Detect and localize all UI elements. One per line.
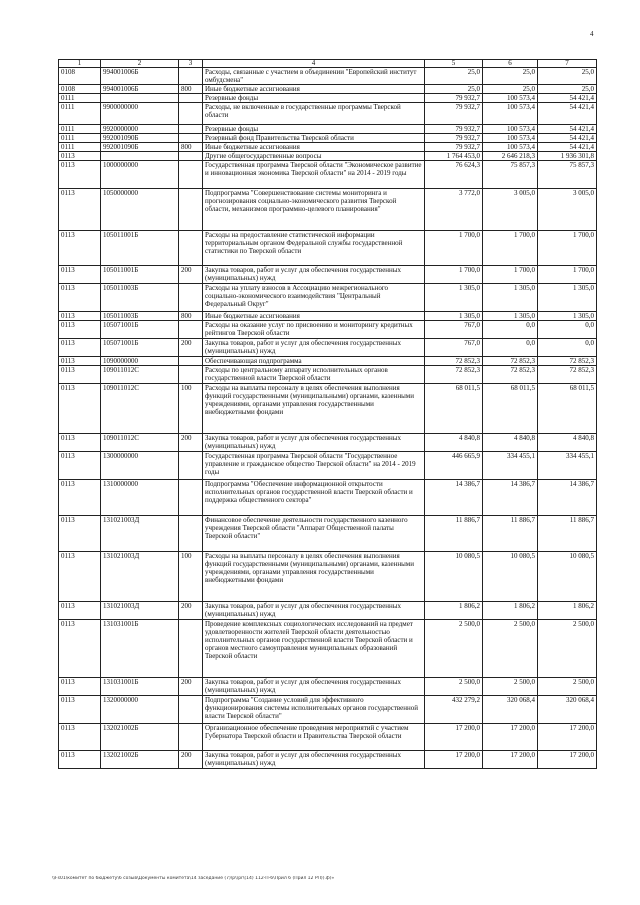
amount-col5: 2 500,0 — [425, 678, 483, 696]
section-code: 0113 — [59, 480, 101, 516]
amount-col7: 72 852,3 — [538, 357, 597, 366]
amount-col7: 10 080,5 — [538, 552, 597, 602]
section-code: 0113 — [59, 339, 101, 357]
table-row — [59, 516, 597, 552]
amount-col6: 1 700,0 — [483, 266, 538, 284]
section-code: 0113 — [59, 231, 101, 266]
target-article-code: 1050000000 — [101, 189, 179, 231]
amount-col5: 1 764 453,0 — [425, 152, 483, 161]
amount-col5: 25,0 — [425, 85, 483, 94]
target-article-code: 9920000000 — [101, 125, 179, 134]
amount-col7: 54 421,4 — [538, 94, 597, 103]
row-description: Расходы на уплату взносов в Ассоциацию межрегионального социально-экономического взаимодействия "Центральный Федеральный Округ" — [203, 284, 425, 312]
amount-col5: 68 011,5 — [425, 384, 483, 434]
amount-col6: 72 852,3 — [483, 357, 538, 366]
expense-type-code — [179, 103, 203, 125]
column-numbers-row — [59, 60, 597, 68]
row-description: Иные бюджетные ассигнования — [203, 85, 425, 94]
row-description: Подпрограмма "Создание условий для эффективного функционирования системы исполнительных органов государственной власти Тверской области" — [203, 696, 425, 724]
row-description: Закупка товаров, работ и услуг для обеспечения государственных (муниципальных) нужд — [203, 434, 425, 452]
row-description: Резервные фонды — [203, 94, 425, 103]
amount-col6: 2 500,0 — [483, 620, 538, 678]
amount-col5: 767,0 — [425, 339, 483, 357]
amount-col7: 25,0 — [538, 68, 597, 85]
table-row — [59, 85, 597, 94]
target-article-code: 994001006Б — [101, 85, 179, 94]
section-code: 0111 — [59, 94, 101, 103]
column-number: 6 — [483, 60, 538, 68]
target-article-code: 105071001Б — [101, 339, 179, 357]
section-code: 0111 — [59, 143, 101, 152]
amount-col7: 320 068,4 — [538, 696, 597, 724]
table-row — [59, 284, 597, 312]
amount-col7: 14 386,7 — [538, 480, 597, 516]
table-row — [59, 103, 597, 125]
table-row — [59, 143, 597, 152]
section-code: 0108 — [59, 85, 101, 94]
expense-type-code: 200 — [179, 434, 203, 452]
amount-col7: 68 011,5 — [538, 384, 597, 434]
row-description: Расходы на выплаты персоналу в целях обеспечения выполнения функций государственными (муниципальными) органами, казенными учреждениями, органами управления государственными внебюджетными фондами — [203, 552, 425, 602]
expense-type-code: 200 — [179, 678, 203, 696]
amount-col7: 334 455,1 — [538, 452, 597, 480]
amount-col7: 72 852,3 — [538, 366, 597, 384]
amount-col6: 75 857,3 — [483, 161, 538, 189]
amount-col5: 17 200,0 — [425, 751, 483, 769]
target-article-code: 105071001Б — [101, 321, 179, 339]
amount-col5: 79 932,7 — [425, 134, 483, 143]
table-row — [59, 724, 597, 751]
expense-type-code — [179, 161, 203, 189]
target-article-code: 9900000000 — [101, 103, 179, 125]
amount-col6: 320 068,4 — [483, 696, 538, 724]
section-code: 0111 — [59, 134, 101, 143]
amount-col7: 54 421,4 — [538, 143, 597, 152]
table-row — [59, 266, 597, 284]
amount-col6: 3 005,0 — [483, 189, 538, 231]
row-description: Закупка товаров, работ и услуг для обеспечения государственных (муниципальных) нужд — [203, 339, 425, 357]
amount-col7: 0,0 — [538, 321, 597, 339]
amount-col7: 17 200,0 — [538, 751, 597, 769]
expense-type-code: 200 — [179, 266, 203, 284]
row-description: Закупка товаров, работ и услуг для обеспечения государственных (муниципальных) нужд — [203, 751, 425, 769]
target-article-code: 109011012С — [101, 384, 179, 434]
amount-col6: 11 886,7 — [483, 516, 538, 552]
expense-type-code — [179, 724, 203, 751]
amount-col5: 1 700,0 — [425, 231, 483, 266]
row-description: Обеспечивающая подпрограмма — [203, 357, 425, 366]
amount-col5: 2 500,0 — [425, 620, 483, 678]
section-code: 0111 — [59, 125, 101, 134]
expense-type-code: 800 — [179, 312, 203, 321]
table-row — [59, 452, 597, 480]
row-description: Расходы, не включенные в государственные программы Тверской области — [203, 103, 425, 125]
section-code: 0113 — [59, 284, 101, 312]
section-code: 0113 — [59, 266, 101, 284]
row-description: Государственная программа Тверской области "Государственное управление и гражданское общество Тверской области" на 2014 - 2019 годы — [203, 452, 425, 480]
amount-col5: 1 305,0 — [425, 284, 483, 312]
amount-col6: 334 455,1 — [483, 452, 538, 480]
amount-col6: 1 806,2 — [483, 602, 538, 620]
amount-col5: 1 806,2 — [425, 602, 483, 620]
amount-col5: 79 932,7 — [425, 103, 483, 125]
row-description: Иные бюджетные ассигнования — [203, 312, 425, 321]
amount-col6: 25,0 — [483, 85, 538, 94]
target-article-code: 131021003Д — [101, 602, 179, 620]
amount-col6: 14 386,7 — [483, 480, 538, 516]
row-description: Закупка товаров, работ и услуг для обеспечения государственных (муниципальных) нужд — [203, 678, 425, 696]
amount-col7: 11 886,7 — [538, 516, 597, 552]
section-code: 0113 — [59, 189, 101, 231]
target-article-code: 1300000000 — [101, 452, 179, 480]
amount-col7: 1 700,0 — [538, 266, 597, 284]
amount-col5: 14 386,7 — [425, 480, 483, 516]
amount-col7: 2 500,0 — [538, 620, 597, 678]
amount-col6: 72 852,3 — [483, 366, 538, 384]
amount-col5: 446 665,9 — [425, 452, 483, 480]
amount-col6: 100 573,4 — [483, 103, 538, 125]
row-description: Резервные фонды — [203, 125, 425, 134]
row-description: Подпрограмма "Обеспечение информационной открытости исполнительных органов государственной власти Тверской области и поддержка общественного сектора" — [203, 480, 425, 516]
section-code: 0113 — [59, 452, 101, 480]
row-description: Расходы по центральному аппарату исполнительных органов государственной власти Тверской области — [203, 366, 425, 384]
row-description: Расходы на оказание услуг по присвоению и мониторингу кредитных рейтингов Тверской области — [203, 321, 425, 339]
section-code: 0113 — [59, 751, 101, 769]
target-article-code — [101, 152, 179, 161]
table-row — [59, 68, 597, 85]
column-number: 4 — [203, 60, 425, 68]
section-code: 0113 — [59, 678, 101, 696]
target-article-code: 1000000000 — [101, 161, 179, 189]
expense-type-code — [179, 480, 203, 516]
section-code: 0113 — [59, 384, 101, 434]
amount-col6: 68 011,5 — [483, 384, 538, 434]
table-row — [59, 480, 597, 516]
amount-col5: 17 200,0 — [425, 724, 483, 751]
expense-type-code: 800 — [179, 143, 203, 152]
table-row — [59, 678, 597, 696]
row-description: Государственная программа Тверской области "Экономическое развитие и инновационная экономика Тверской области" на 2014 - 2019 годы — [203, 161, 425, 189]
expense-type-code — [179, 516, 203, 552]
expense-type-code — [179, 357, 203, 366]
table-row — [59, 189, 597, 231]
table-row — [59, 751, 597, 769]
target-article-code: 105011003Б — [101, 312, 179, 321]
amount-col5: 72 852,3 — [425, 357, 483, 366]
section-code: 0113 — [59, 357, 101, 366]
table-row — [59, 552, 597, 602]
row-description: Подпрограмма "Совершенствование системы мониторинга и прогнозирования социально-экономического развития Тверской области, механизмов программно-целевого планирования" — [203, 189, 425, 231]
section-code: 0113 — [59, 434, 101, 452]
row-description: Иные бюджетные ассигнования — [203, 143, 425, 152]
target-article-code: 105011003Б — [101, 284, 179, 312]
amount-col5: 4 840,8 — [425, 434, 483, 452]
amount-col5: 1 305,0 — [425, 312, 483, 321]
target-article-code: 131031001Б — [101, 678, 179, 696]
budget-table-body — [59, 60, 597, 769]
expense-type-code — [179, 284, 203, 312]
expense-type-code — [179, 94, 203, 103]
amount-col6: 2 646 218,3 — [483, 152, 538, 161]
target-article-code: 105011001Б — [101, 266, 179, 284]
amount-col7: 0,0 — [538, 339, 597, 357]
expense-type-code — [179, 134, 203, 143]
amount-col5: 25,0 — [425, 68, 483, 85]
table-row — [59, 312, 597, 321]
amount-col6: 25,0 — [483, 68, 538, 85]
section-code: 0113 — [59, 516, 101, 552]
section-code: 0113 — [59, 321, 101, 339]
amount-col7: 75 857,3 — [538, 161, 597, 189]
expense-type-code — [179, 620, 203, 678]
amount-col6: 100 573,4 — [483, 134, 538, 143]
amount-col7: 54 421,4 — [538, 125, 597, 134]
amount-col6: 0,0 — [483, 339, 538, 357]
expense-type-code — [179, 696, 203, 724]
amount-col5: 11 886,7 — [425, 516, 483, 552]
amount-col6: 1 305,0 — [483, 284, 538, 312]
section-code: 0111 — [59, 103, 101, 125]
amount-col6: 1 305,0 — [483, 312, 538, 321]
section-code: 0113 — [59, 696, 101, 724]
row-description: Закупка товаров, работ и услуг для обеспечения государственных (муниципальных) нужд — [203, 602, 425, 620]
amount-col6: 100 573,4 — [483, 125, 538, 134]
page-mark: 4 — [590, 30, 594, 38]
amount-col7: 4 840,8 — [538, 434, 597, 452]
amount-col7: 17 200,0 — [538, 724, 597, 751]
amount-col7: 54 421,4 — [538, 103, 597, 125]
amount-col7: 1 305,0 — [538, 284, 597, 312]
amount-col7: 1 936 301,8 — [538, 152, 597, 161]
table-row — [59, 434, 597, 452]
section-code: 0113 — [59, 152, 101, 161]
table-row — [59, 357, 597, 366]
amount-col7: 1 806,2 — [538, 602, 597, 620]
target-article-code: 992001090Б — [101, 143, 179, 152]
amount-col7: 2 500,0 — [538, 678, 597, 696]
table-row — [59, 161, 597, 189]
expense-type-code: 100 — [179, 384, 203, 434]
table-row — [59, 94, 597, 103]
budget-table — [58, 59, 597, 769]
amount-col5: 79 932,7 — [425, 125, 483, 134]
amount-col6: 0,0 — [483, 321, 538, 339]
row-description: Финансовое обеспечение деятельности государственного казенного учреждения Тверской области "Аппарат Общественной палаты Тверской области" — [203, 516, 425, 552]
amount-col5: 767,0 — [425, 321, 483, 339]
table-row — [59, 125, 597, 134]
target-article-code: 132021002Б — [101, 751, 179, 769]
amount-col5: 432 279,2 — [425, 696, 483, 724]
expense-type-code — [179, 231, 203, 266]
file-path-footer: \\Fs01\комитет по бюджету\6 созыв\Документы комитета\14 заседание (7)\p\\pr\(14) 112-П-6\Прил 6 (Прил 12 РП)).ф)» — [52, 876, 335, 881]
expense-type-code: 800 — [179, 85, 203, 94]
target-article-code: 1310000000 — [101, 480, 179, 516]
expense-type-code — [179, 452, 203, 480]
table-row — [59, 696, 597, 724]
amount-col6: 100 573,4 — [483, 143, 538, 152]
target-article-code: 131021003Д — [101, 516, 179, 552]
table-row — [59, 384, 597, 434]
amount-col7: 25,0 — [538, 85, 597, 94]
amount-col6: 10 080,5 — [483, 552, 538, 602]
column-number: 1 — [59, 60, 101, 68]
expense-type-code: 200 — [179, 602, 203, 620]
table-row — [59, 339, 597, 357]
table-row — [59, 366, 597, 384]
amount-col7: 1 700,0 — [538, 231, 597, 266]
amount-col6: 1 700,0 — [483, 231, 538, 266]
section-code: 0113 — [59, 602, 101, 620]
table-row — [59, 152, 597, 161]
target-article-code: 1090000000 — [101, 357, 179, 366]
row-description: Проведение комплексных социологических исследований на предмет удовлетворенности жителей Тверской области деятельностью исполнительных органов государственной власти Тверской области и органов местного самоуправления муниципальных образований Тверской области — [203, 620, 425, 678]
section-code: 0113 — [59, 552, 101, 602]
row-description: Другие общегосударственные вопросы — [203, 152, 425, 161]
column-number: 2 — [101, 60, 179, 68]
target-article-code: 131031001Б — [101, 620, 179, 678]
expense-type-code — [179, 189, 203, 231]
section-code: 0108 — [59, 68, 101, 85]
expense-type-code — [179, 68, 203, 85]
table-row — [59, 231, 597, 266]
amount-col6: 4 840,8 — [483, 434, 538, 452]
section-code: 0113 — [59, 620, 101, 678]
column-number: 3 — [179, 60, 203, 68]
target-article-code: 992001090Б — [101, 134, 179, 143]
section-code: 0113 — [59, 366, 101, 384]
row-description: Организационное обеспечение проведения мероприятий с участием Губернатора Тверской области и Правительства Тверской области — [203, 724, 425, 751]
target-article-code: 109011012С — [101, 366, 179, 384]
column-number: 5 — [425, 60, 483, 68]
target-article-code: 105011001Б — [101, 231, 179, 266]
amount-col5: 76 624,3 — [425, 161, 483, 189]
table-row — [59, 321, 597, 339]
expense-type-code — [179, 321, 203, 339]
target-article-code: 1320000000 — [101, 696, 179, 724]
row-description: Резервный фонд Правительства Тверской области — [203, 134, 425, 143]
row-description: Расходы на предоставление статистической информации территориальным органом Федеральной службы государственной статистики по Тверской области — [203, 231, 425, 266]
amount-col6: 17 200,0 — [483, 751, 538, 769]
amount-col5: 79 932,7 — [425, 94, 483, 103]
expense-type-code — [179, 125, 203, 134]
expense-type-code: 200 — [179, 339, 203, 357]
expense-type-code — [179, 366, 203, 384]
amount-col5: 79 932,7 — [425, 143, 483, 152]
table-row — [59, 602, 597, 620]
amount-col5: 10 080,5 — [425, 552, 483, 602]
amount-col6: 2 500,0 — [483, 678, 538, 696]
amount-col6: 100 573,4 — [483, 94, 538, 103]
target-article-code: 131021003Д — [101, 552, 179, 602]
target-article-code: 109011012С — [101, 434, 179, 452]
expense-type-code: 200 — [179, 751, 203, 769]
column-number: 7 — [538, 60, 597, 68]
amount-col7: 1 305,0 — [538, 312, 597, 321]
row-description: Расходы на выплаты персоналу в целях обеспечения выполнения функций государственными (муниципальными) органами, казенными учреждениями, органами управления государственными внебюджетными фондами — [203, 384, 425, 434]
amount-col7: 3 005,0 — [538, 189, 597, 231]
table-row — [59, 620, 597, 678]
amount-col7: 54 421,4 — [538, 134, 597, 143]
row-description: Расходы, связанные с участием в объединении "Европейский институт омбудсмена" — [203, 68, 425, 85]
section-code: 0113 — [59, 312, 101, 321]
amount-col5: 72 852,3 — [425, 366, 483, 384]
section-code: 0113 — [59, 161, 101, 189]
table-row — [59, 134, 597, 143]
expense-type-code: 100 — [179, 552, 203, 602]
amount-col5: 1 700,0 — [425, 266, 483, 284]
section-code: 0113 — [59, 724, 101, 751]
amount-col6: 17 200,0 — [483, 724, 538, 751]
amount-col5: 3 772,0 — [425, 189, 483, 231]
target-article-code — [101, 94, 179, 103]
row-description: Закупка товаров, работ и услуг для обеспечения государственных (муниципальных) нужд — [203, 266, 425, 284]
expense-type-code — [179, 152, 203, 161]
target-article-code: 132021002Б — [101, 724, 179, 751]
target-article-code: 994001006Б — [101, 68, 179, 85]
